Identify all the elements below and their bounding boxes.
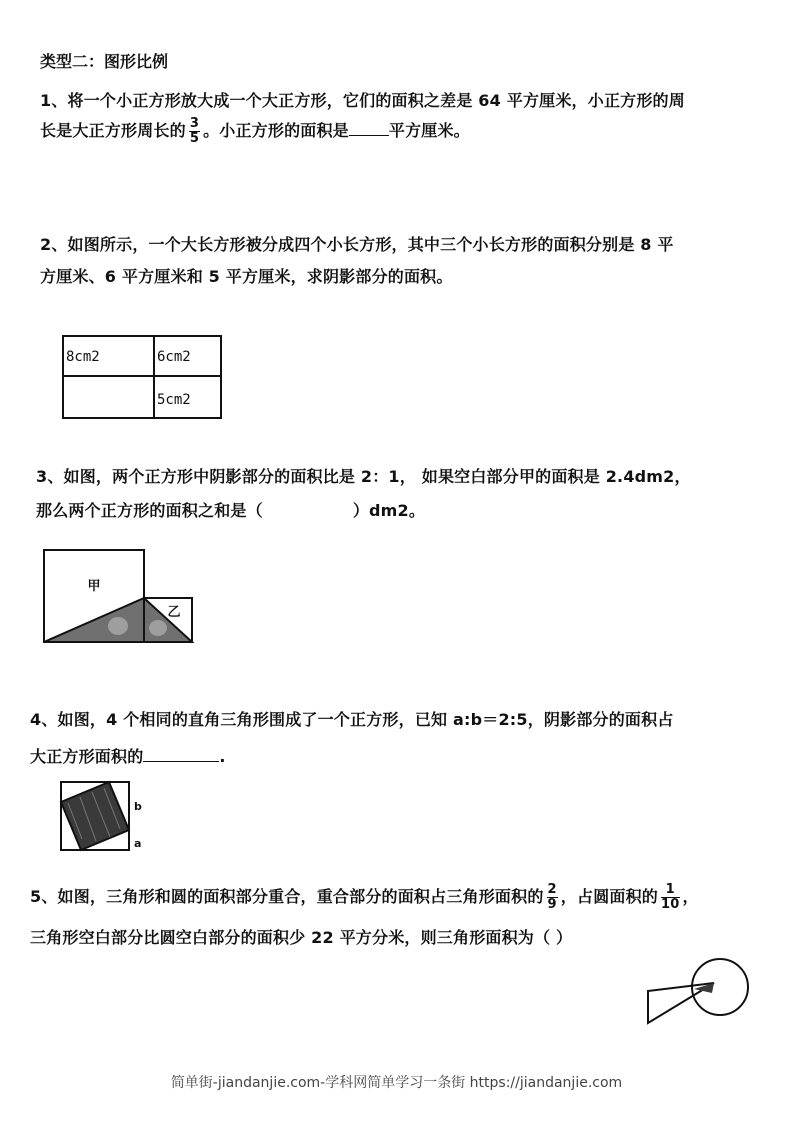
q3-squares-figure xyxy=(40,546,200,646)
q5-frac2-den: 10 xyxy=(661,897,680,912)
page-footer: 简单街-jiandanjie.com-学科网简单学习一条街 https://jiandanjie.com xyxy=(170,1075,623,1091)
q5-text-mid: ，占圆面积的 xyxy=(560,887,658,906)
q5-fraction-1 xyxy=(547,883,558,912)
q4-label-b: b xyxy=(134,800,142,813)
q1-frac-num: 3 xyxy=(189,116,200,131)
q3-glare-left xyxy=(108,617,128,635)
q2-cell-top-right: 6cm2 xyxy=(157,349,191,365)
q3-glare-right xyxy=(149,620,167,636)
q1-text-end: 平方厘米。 xyxy=(388,121,470,140)
q3-text-after: ）dm2。 xyxy=(352,501,426,520)
q1-line2 xyxy=(40,117,470,146)
q4-answer-blank[interactable] xyxy=(143,761,219,762)
q5-fraction-2 xyxy=(661,883,680,912)
q5-line2: 三角形空白部分比圆空白部分的面积少 22 平方分米，则三角形面积为（ ） xyxy=(30,928,573,947)
section-title: 类型二：图形比例 xyxy=(40,52,169,71)
q4-label-a: a xyxy=(134,837,142,850)
q5-frac1-den: 9 xyxy=(547,897,557,912)
q4-text-after: . xyxy=(219,747,226,766)
q2-horizontal-divider xyxy=(64,375,220,377)
q1-fraction xyxy=(189,117,200,146)
q3-line2 xyxy=(36,498,425,521)
q5-triangle-circle-figure xyxy=(640,955,760,1035)
q1-line1: 1、将一个小正方形放大成一个大正方形，它们的面积之差是 64 平方厘米，小正方形的周 xyxy=(40,91,685,110)
q1-text-after: 。小正方形的面积是 xyxy=(203,121,349,140)
q5-frac2-num: 1 xyxy=(661,883,680,898)
q2-line2: 方厘米、6 平方厘米和 5 平方厘米，求阴影部分的面积。 xyxy=(40,267,453,286)
q5-line1 xyxy=(30,883,699,912)
q4-text-before: 大正方形面积的 xyxy=(30,747,144,766)
q1-answer-blank[interactable] xyxy=(349,135,389,136)
q5-text-before: 5、如图，三角形和圆的面积部分重合，重合部分的面积占三角形面积的 xyxy=(30,887,544,906)
q5-frac1-num: 2 xyxy=(547,882,557,897)
q2-line1: 2、如图所示，一个大长方形被分成四个小长方形，其中三个小长方形的面积分别是 8 平 xyxy=(40,235,674,254)
q3-label-yi: 乙 xyxy=(167,605,181,620)
q5-text-end: ， xyxy=(682,887,699,906)
q4-square-figure xyxy=(58,779,148,853)
q2-rectangle-figure xyxy=(62,335,222,419)
q4-line1: 4、如图，4 个相同的直角三角形围成了一个正方形，已知 a:b＝2:5，阴影部分的面积占 xyxy=(30,710,674,729)
q1-text-before: 长是大正方形周长的 xyxy=(40,121,186,140)
q4-line2 xyxy=(30,744,226,767)
q5-circle xyxy=(692,959,748,1015)
q2-cell-top-left: 8cm2 xyxy=(66,349,100,365)
q2-cell-bottom-right: 5cm2 xyxy=(157,392,191,408)
q3-label-jia: 甲 xyxy=(87,579,101,594)
q1-frac-den: 5 xyxy=(189,131,200,146)
q2-vertical-divider xyxy=(153,337,155,417)
q3-text-before: 那么两个正方形的面积之和是（ xyxy=(36,501,263,520)
q3-line1: 3、如图，两个正方形中阴影部分的面积比是 2：1， 如果空白部分甲的面积是 2.4dm2， xyxy=(36,467,691,486)
